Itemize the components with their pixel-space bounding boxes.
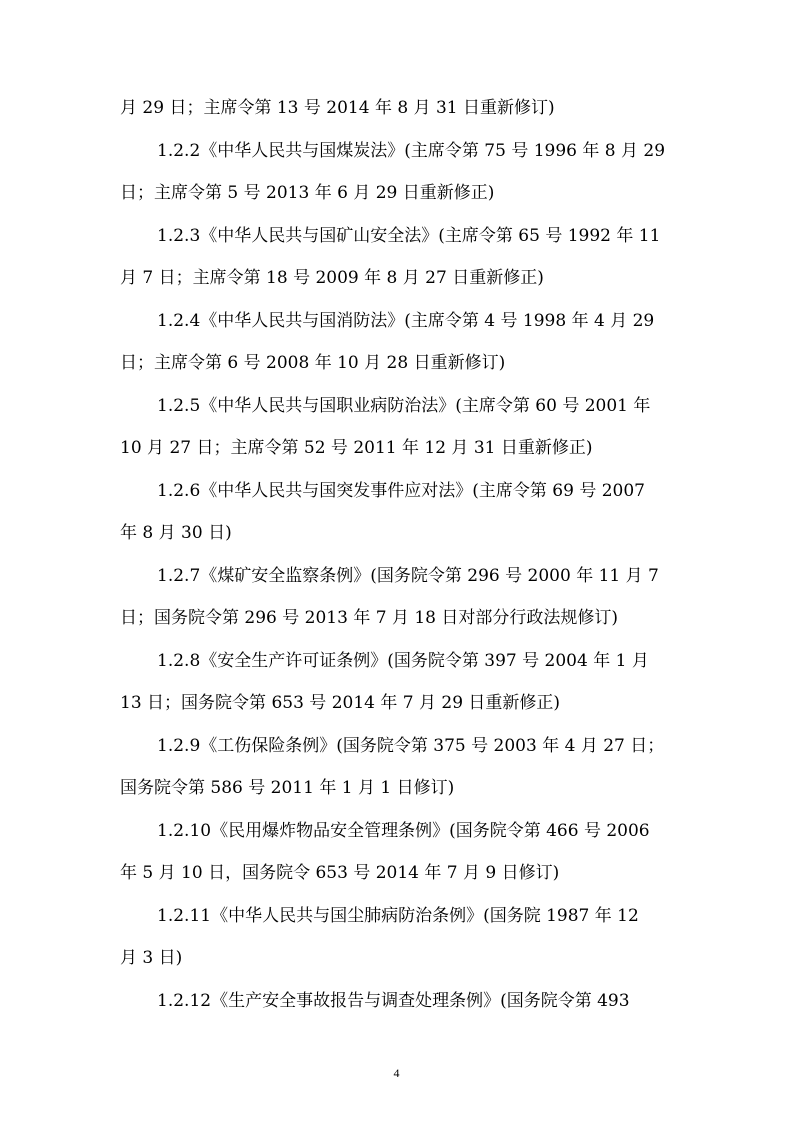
text-line: 1.2.4《中华人民共与国消防法》(主席令第 4 号 1998 年 4 月 29 — [157, 311, 655, 331]
text-line: 13 日；国务院令第 653 号 2014 年 7 月 29 日重新修正) — [120, 693, 561, 713]
text-line: 日；主席令第 5 号 2013 年 6 月 29 日重新修正) — [120, 183, 495, 203]
text-line: 国务院令第 586 号 2011 年 1 月 1 日修订) — [120, 778, 455, 798]
text-line: 月 7 日；主席令第 18 号 2009 年 8 月 27 日重新修正) — [120, 268, 544, 288]
text-line: 日；主席令第 6 号 2008 年 10 月 28 日重新修订) — [120, 353, 506, 373]
text-line: 1.2.9《工伤保险条例》(国务院令第 375 号 2003 年 4 月 27 日； — [157, 736, 665, 756]
text-line: 1.2.3《中华人民共与国矿山安全法》(主席令第 65 号 1992 年 11 — [157, 226, 661, 246]
text-line: 日；国务院令第 296 号 2013 年 7 月 18 日对部分行政法规修订) — [120, 608, 619, 628]
text-line: 1.2.6《中华人民共与国突发事件应对法》(主席令第 69 号 2007 — [157, 481, 645, 501]
text-line: 1.2.7《煤矿安全监察条例》(国务院令第 296 号 2000 年 11 月 7 — [157, 566, 659, 586]
text-line: 年 8 月 30 日) — [120, 523, 232, 543]
text-line: 1.2.11《中华人民共与国尘肺病防治条例》(国务院 1987 年 12 — [157, 906, 639, 926]
text-line: 1.2.5《中华人民共与国职业病防治法》(主席令第 60 号 2001 年 — [157, 396, 651, 416]
text-line: 1.2.2《中华人民共与国煤炭法》(主席令第 75 号 1996 年 8 月 29 — [157, 141, 666, 161]
text-line: 1.2.8《安全生产许可证条例》(国务院令第 397 号 2004 年 1 月 — [157, 651, 649, 671]
page-number: 4 — [393, 1066, 400, 1080]
text-line: 月 3 日) — [120, 948, 183, 968]
text-line: 年 5 月 10 日，国务院令 653 号 2014 年 7 月 9 日修订) — [120, 863, 560, 883]
text-line: 1.2.10《民用爆炸物品安全管理条例》(国务院令第 466 号 2006 — [157, 821, 650, 841]
text-line: 1.2.12《生产安全事故报告与调查处理条例》(国务院令第 493 — [157, 991, 630, 1011]
text-line: 10 月 27 日；主席令第 52 号 2011 年 12 月 31 日重新修正) — [120, 438, 593, 458]
text-line: 月 29 日；主席令第 13 号 2014 年 8 月 31 日重新修订) — [120, 98, 555, 118]
